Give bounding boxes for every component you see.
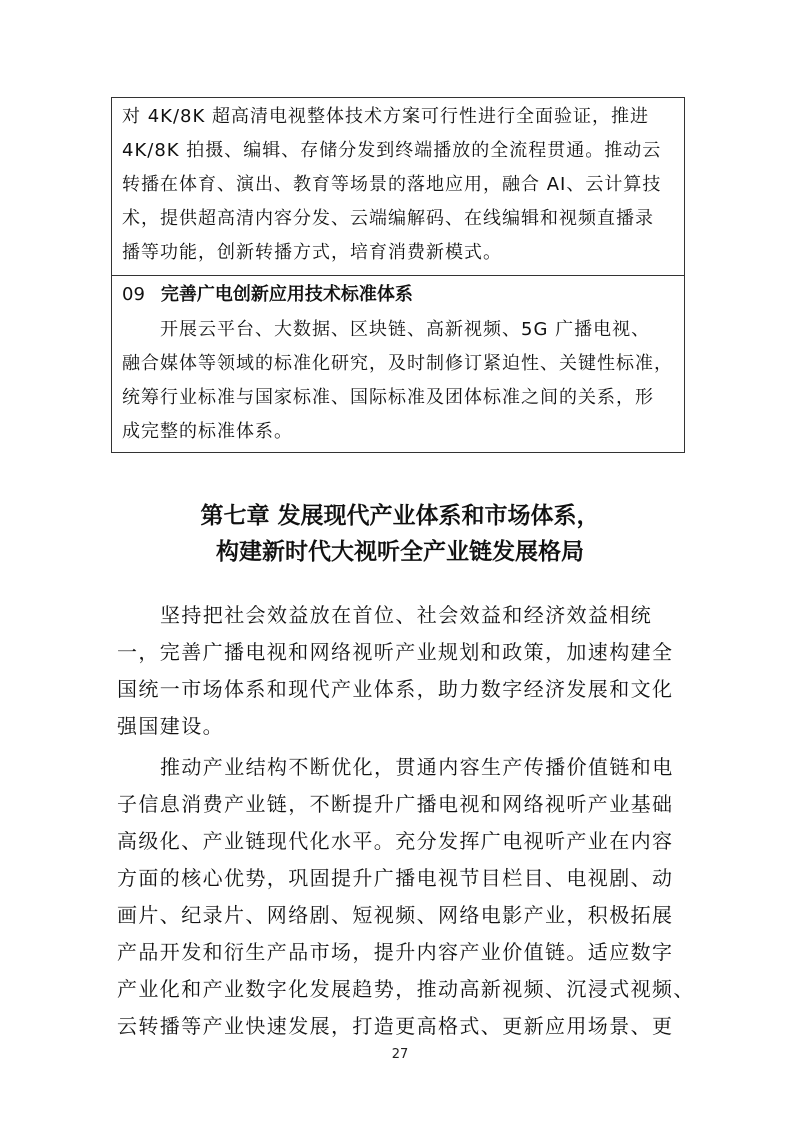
box-text-line: 4K/8K 拍摄、编辑、存储分发到终端播放的全流程贯通。推动云: [122, 140, 662, 161]
paragraph-line: 推动产业结构不断优化，贯通内容生产传播价值链和电: [160, 755, 674, 779]
paragraph-line: 国统一市场体系和现代产业体系，助力数字经济发展和文化: [117, 677, 674, 701]
box-cell-bottom: [112, 276, 684, 454]
box-text-line: 术，提供超高清内容分发、云端编解码、在线编辑和视频直播录: [122, 208, 654, 229]
paragraph-line: 一，完善广播电视和网络视听产业规划和政策，加速构建全: [117, 640, 674, 664]
paragraph-line: 产品开发和衍生产品市场，提升内容产业价值链。适应数字: [117, 940, 674, 964]
item-text-line: 开展云平台、大数据、区块链、高新视频、5G 广播电视、: [160, 319, 651, 340]
chapter-title: [0, 498, 800, 570]
paragraph-line: 强国建设。: [117, 714, 224, 738]
item-number: 09: [122, 284, 145, 305]
box-cell-top: [112, 98, 684, 276]
box-text-line: 对 4K/8K 超高清电视整体技术方案可行性进行全面验证，推进: [122, 106, 650, 127]
project-box: [111, 97, 685, 453]
paragraph-line: 画片、纪录片、网络剧、短视频、网络电影产业，积极拓展: [117, 903, 674, 927]
paragraph-line: 方面的核心优势，巩固提升广播电视节目栏目、电视剧、动: [117, 866, 674, 890]
box-text-line: 转播在体育、演出、教育等场景的落地应用，融合 AI、云计算技: [122, 174, 662, 195]
paragraph-line: 子信息消费产业链，不断提升广播电视和网络视听产业基础: [117, 792, 674, 816]
paragraph-line: 高级化、产业链现代化水平。充分发挥广电视听产业在内容: [117, 829, 674, 853]
paragraph-line: 产业化和产业数字化发展趋势，推动高新视频、沉浸式视频、: [117, 977, 695, 1001]
paragraph-line: 坚持把社会效益放在首位、社会效益和经济效益相统: [160, 603, 653, 627]
box-text-line: 播等功能，创新转播方式，培育消费新模式。: [122, 242, 502, 263]
page-number: 27: [391, 1047, 409, 1062]
item-title: 完善广电创新应用技术标准体系: [160, 284, 413, 305]
item-heading: [122, 283, 413, 307]
chapter-title-line: 第七章 发展现代产业体系和市场体系，: [200, 502, 600, 529]
chapter-title-line: 构建新时代大视听全产业链发展格局: [216, 538, 584, 565]
item-text-line: 统筹行业标准与国家标准、国际标准及团体标准之间的关系，形: [122, 387, 654, 408]
item-text-line: 融合媒体等领域的标准化研究，及时制修订紧迫性、关键性标准，: [122, 353, 673, 374]
item-text-line: 成完整的标准体系。: [122, 421, 293, 442]
paragraph-line: 云转播等产业快速发展，打造更高格式、更新应用场景、更: [117, 1014, 674, 1038]
